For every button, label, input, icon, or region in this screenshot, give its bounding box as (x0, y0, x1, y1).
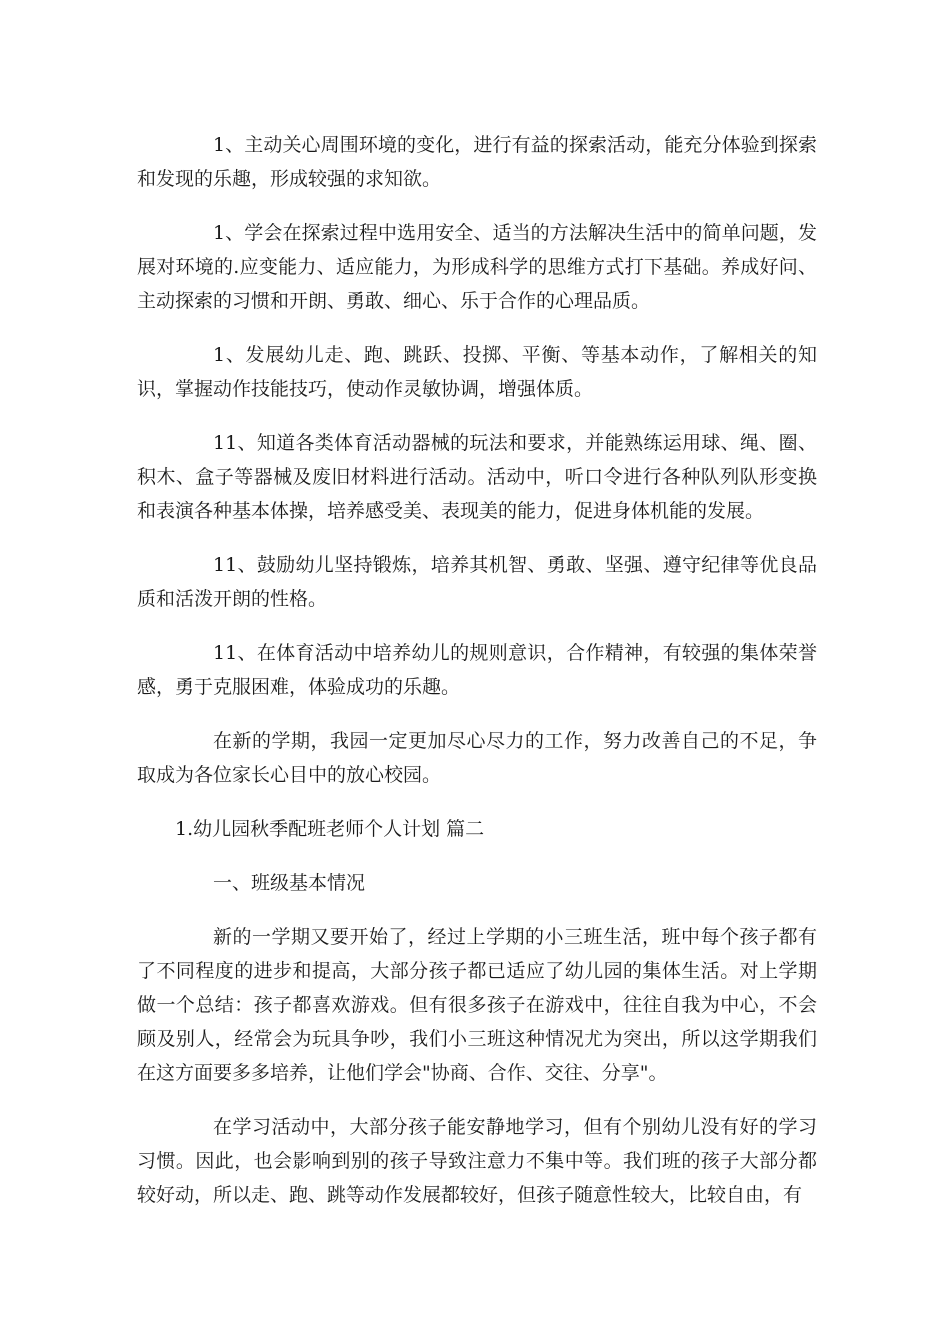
paragraph: 11、鼓励幼儿坚持锻炼，培养其机智、勇敢、坚强、遵守纪律等优良品质和活泼开朗的性格。 (137, 554, 817, 610)
section-heading: 1.幼儿园秋季配班老师个人计划 篇二 (175, 818, 485, 840)
paragraph: 在新的学期，我园一定更加尽心尽力的工作，努力改善自己的不足，争取成为各位家长心目中的放心校园。 (137, 730, 817, 786)
paragraph: 新的一学期又要开始了，经过上学期的小三班生活，班中每个孩子都有了不同程度的进步和提高，大部分孩子都已适应了幼儿园的集体生活。对上学期做一个总结：孩子都喜欢游戏。但有很多孩子在游戏中，往往自我为中心，不会顾及别人，经常会为玩具争吵，我们小三班这种情况尤为突出，所以这学期我们在这方面要多多培养，让他们学会"协商、合作、交往、分享"。 (137, 926, 817, 1084)
paragraph: 在学习活动中，大部分孩子能安静地学习，但有个别幼儿没有好的学习习惯。因此，也会影响到别的孩子导致注意力不集中等。我们班的孩子大部分都较好动，所以走、跑、跳等动作发展都较好，但孩子随意性较大，比较自由，有 (137, 1116, 817, 1206)
document-page (137, 128, 817, 1232)
paragraph: 11、在体育活动中培养幼儿的规则意识，合作精神，有较强的集体荣誉感，勇于克服困难，体验成功的乐趣。 (137, 642, 817, 698)
paragraph: 1、发展幼儿走、跑、跳跃、投掷、平衡、等基本动作，了解相关的知识，掌握动作技能技巧，使动作灵敏协调，增强体质。 (137, 344, 817, 400)
paragraph: 1、学会在探索过程中选用安全、适当的方法解决生活中的简单问题，发展对环境的.应变能力、适应能力，为形成科学的思维方式打下基础。养成好问、主动探索的习惯和开朗、勇敢、细心、乐于合作的心理品质。 (137, 222, 817, 312)
paragraph: 1、主动关心周围环境的变化，进行有益的探索活动，能充分体验到探索和发现的乐趣，形成较强的求知欲。 (137, 134, 817, 190)
subheading: 一、班级基本情况 (213, 872, 366, 894)
paragraph: 11、知道各类体育活动器械的玩法和要求，并能熟练运用球、绳、圈、积木、盒子等器械及废旧材料进行活动。活动中，听口令进行各种队列队形变换和表演各种基本体操，培养感受美、表现美的能力，促进身体机能的发展。 (137, 432, 817, 522)
